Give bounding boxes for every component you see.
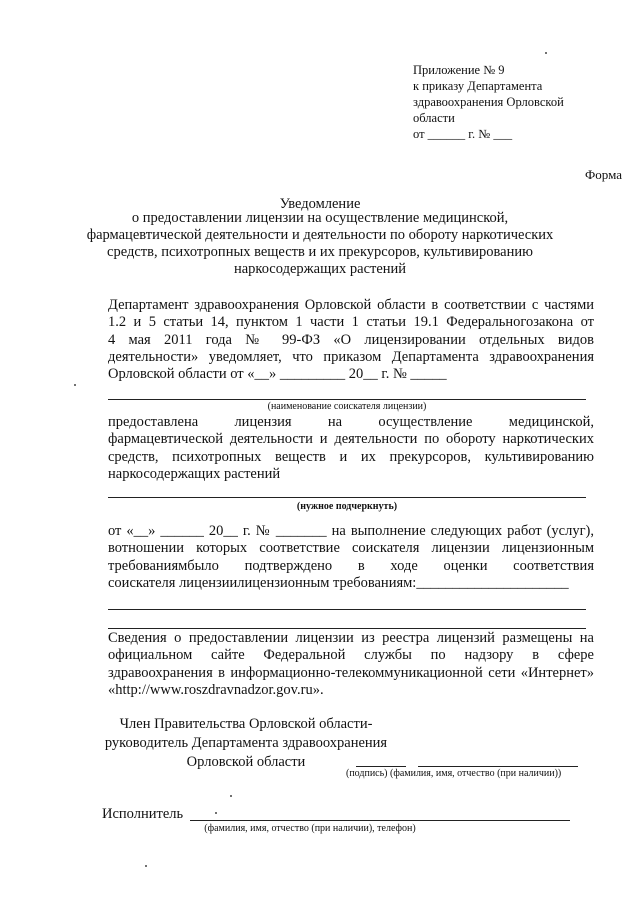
document-subtitle <box>0 210 640 278</box>
scan-speck <box>215 812 217 814</box>
registry-line: Сведения о предоставлении лицензии из реестра лицензий размещены на <box>108 630 594 646</box>
appendix-line: здравоохранения Орловской <box>413 95 564 109</box>
intro-line: 1.2 и 5 статьи 14, пунктом 1 части 1 статьи 19.1 Федеральногозакона от <box>108 314 594 331</box>
applicant-caption: (наименование соискателя лицензии) <box>267 401 427 412</box>
registry-paragraph <box>108 630 594 699</box>
signatory-caption: (подпись) (фамилия, имя, отчество (при наличии)) <box>346 768 562 779</box>
works-paragraph <box>108 523 594 592</box>
underline-caption: (нужное подчеркнуть) <box>296 501 398 512</box>
executor-line <box>190 820 570 821</box>
subtitle-line: средств, психотропных веществ и их прекурсоров, культивированию <box>107 244 533 260</box>
works-line: требованиямбыло подтверждено в ходе оценки соответствия <box>108 557 594 574</box>
appendix-line: Приложение № 9 <box>413 63 505 77</box>
executor-caption: (фамилия, имя, отчество (при наличии), телефон) <box>204 823 416 834</box>
intro-line: деятельности» уведомляет, что приказом Департамента здравоохранения <box>108 348 594 365</box>
subtitle-line: фармацевтической деятельности и деятельности по обороту наркотических <box>86 227 554 243</box>
signatory-line: руководитель Департамента здравоохранения <box>104 735 388 751</box>
applicant-line <box>108 399 586 400</box>
license-line: фармацевтической деятельности и деятельности по обороту наркотических <box>108 431 594 448</box>
license-paragraph <box>108 414 594 483</box>
signature-line <box>356 766 406 767</box>
license-line: предоставлена лицензия на осуществление медицинской, <box>108 414 594 430</box>
appendix-line: к приказу Департамента <box>413 79 543 93</box>
registry-line: официальном сайте Федеральной службы по надзору в сфере <box>108 647 594 664</box>
appendix-line: области <box>413 111 455 125</box>
works-line: от «__» ______ 20__ г. № _______ на выполнение следующих работ (услуг), <box>108 523 594 539</box>
works-line: соискателя лицензиилицензионным требованиям:_____________________ <box>108 574 569 591</box>
subtitle-line: наркосодержащих растений <box>233 261 407 277</box>
signatory-line: Орловской области <box>186 754 306 770</box>
scan-speck <box>74 384 76 386</box>
intro-line: Департамент здравоохранения Орловской области в соответствии с частями <box>108 297 594 313</box>
license-line: наркосодержащих растений <box>108 465 281 482</box>
appendix-line: от ______ г. № ___ <box>413 127 513 141</box>
blank-line <box>108 628 586 629</box>
intro-line: 4 мая 2011 года № 99-ФЗ «О лицензировании отдельных видов <box>108 331 594 348</box>
scan-speck <box>230 795 232 797</box>
works-line: вотношении которых соответствие соискателя лицензии лицензионным <box>108 540 594 557</box>
intro-line: Орловской области от «__» _________ 20__ г. № _____ <box>108 366 447 383</box>
scan-speck <box>145 865 147 867</box>
underline-line <box>108 497 586 498</box>
blank-line <box>108 609 586 610</box>
document-title: Уведомление <box>279 196 361 212</box>
form-label: Форма <box>585 167 622 182</box>
appendix-block <box>413 62 564 142</box>
subtitle-line: о предоставлении лицензии на осуществление медицинской, <box>131 210 509 226</box>
registry-line: здравоохранения в информационно-телекоммуникационной сети «Интернет» <box>108 664 594 681</box>
registry-line: «http://www.roszdravnadzor.gov.ru». <box>108 681 324 698</box>
license-line: средств, психотропных веществ и их прекурсоров, культивированию <box>108 448 594 465</box>
signatory-line: Член Правительства Орловской области- <box>119 716 373 732</box>
signatory-block <box>96 715 396 772</box>
executor-label: Исполнитель <box>102 806 184 822</box>
scan-speck <box>545 52 547 54</box>
signatory-name-line <box>418 766 578 767</box>
intro-paragraph <box>108 297 594 383</box>
